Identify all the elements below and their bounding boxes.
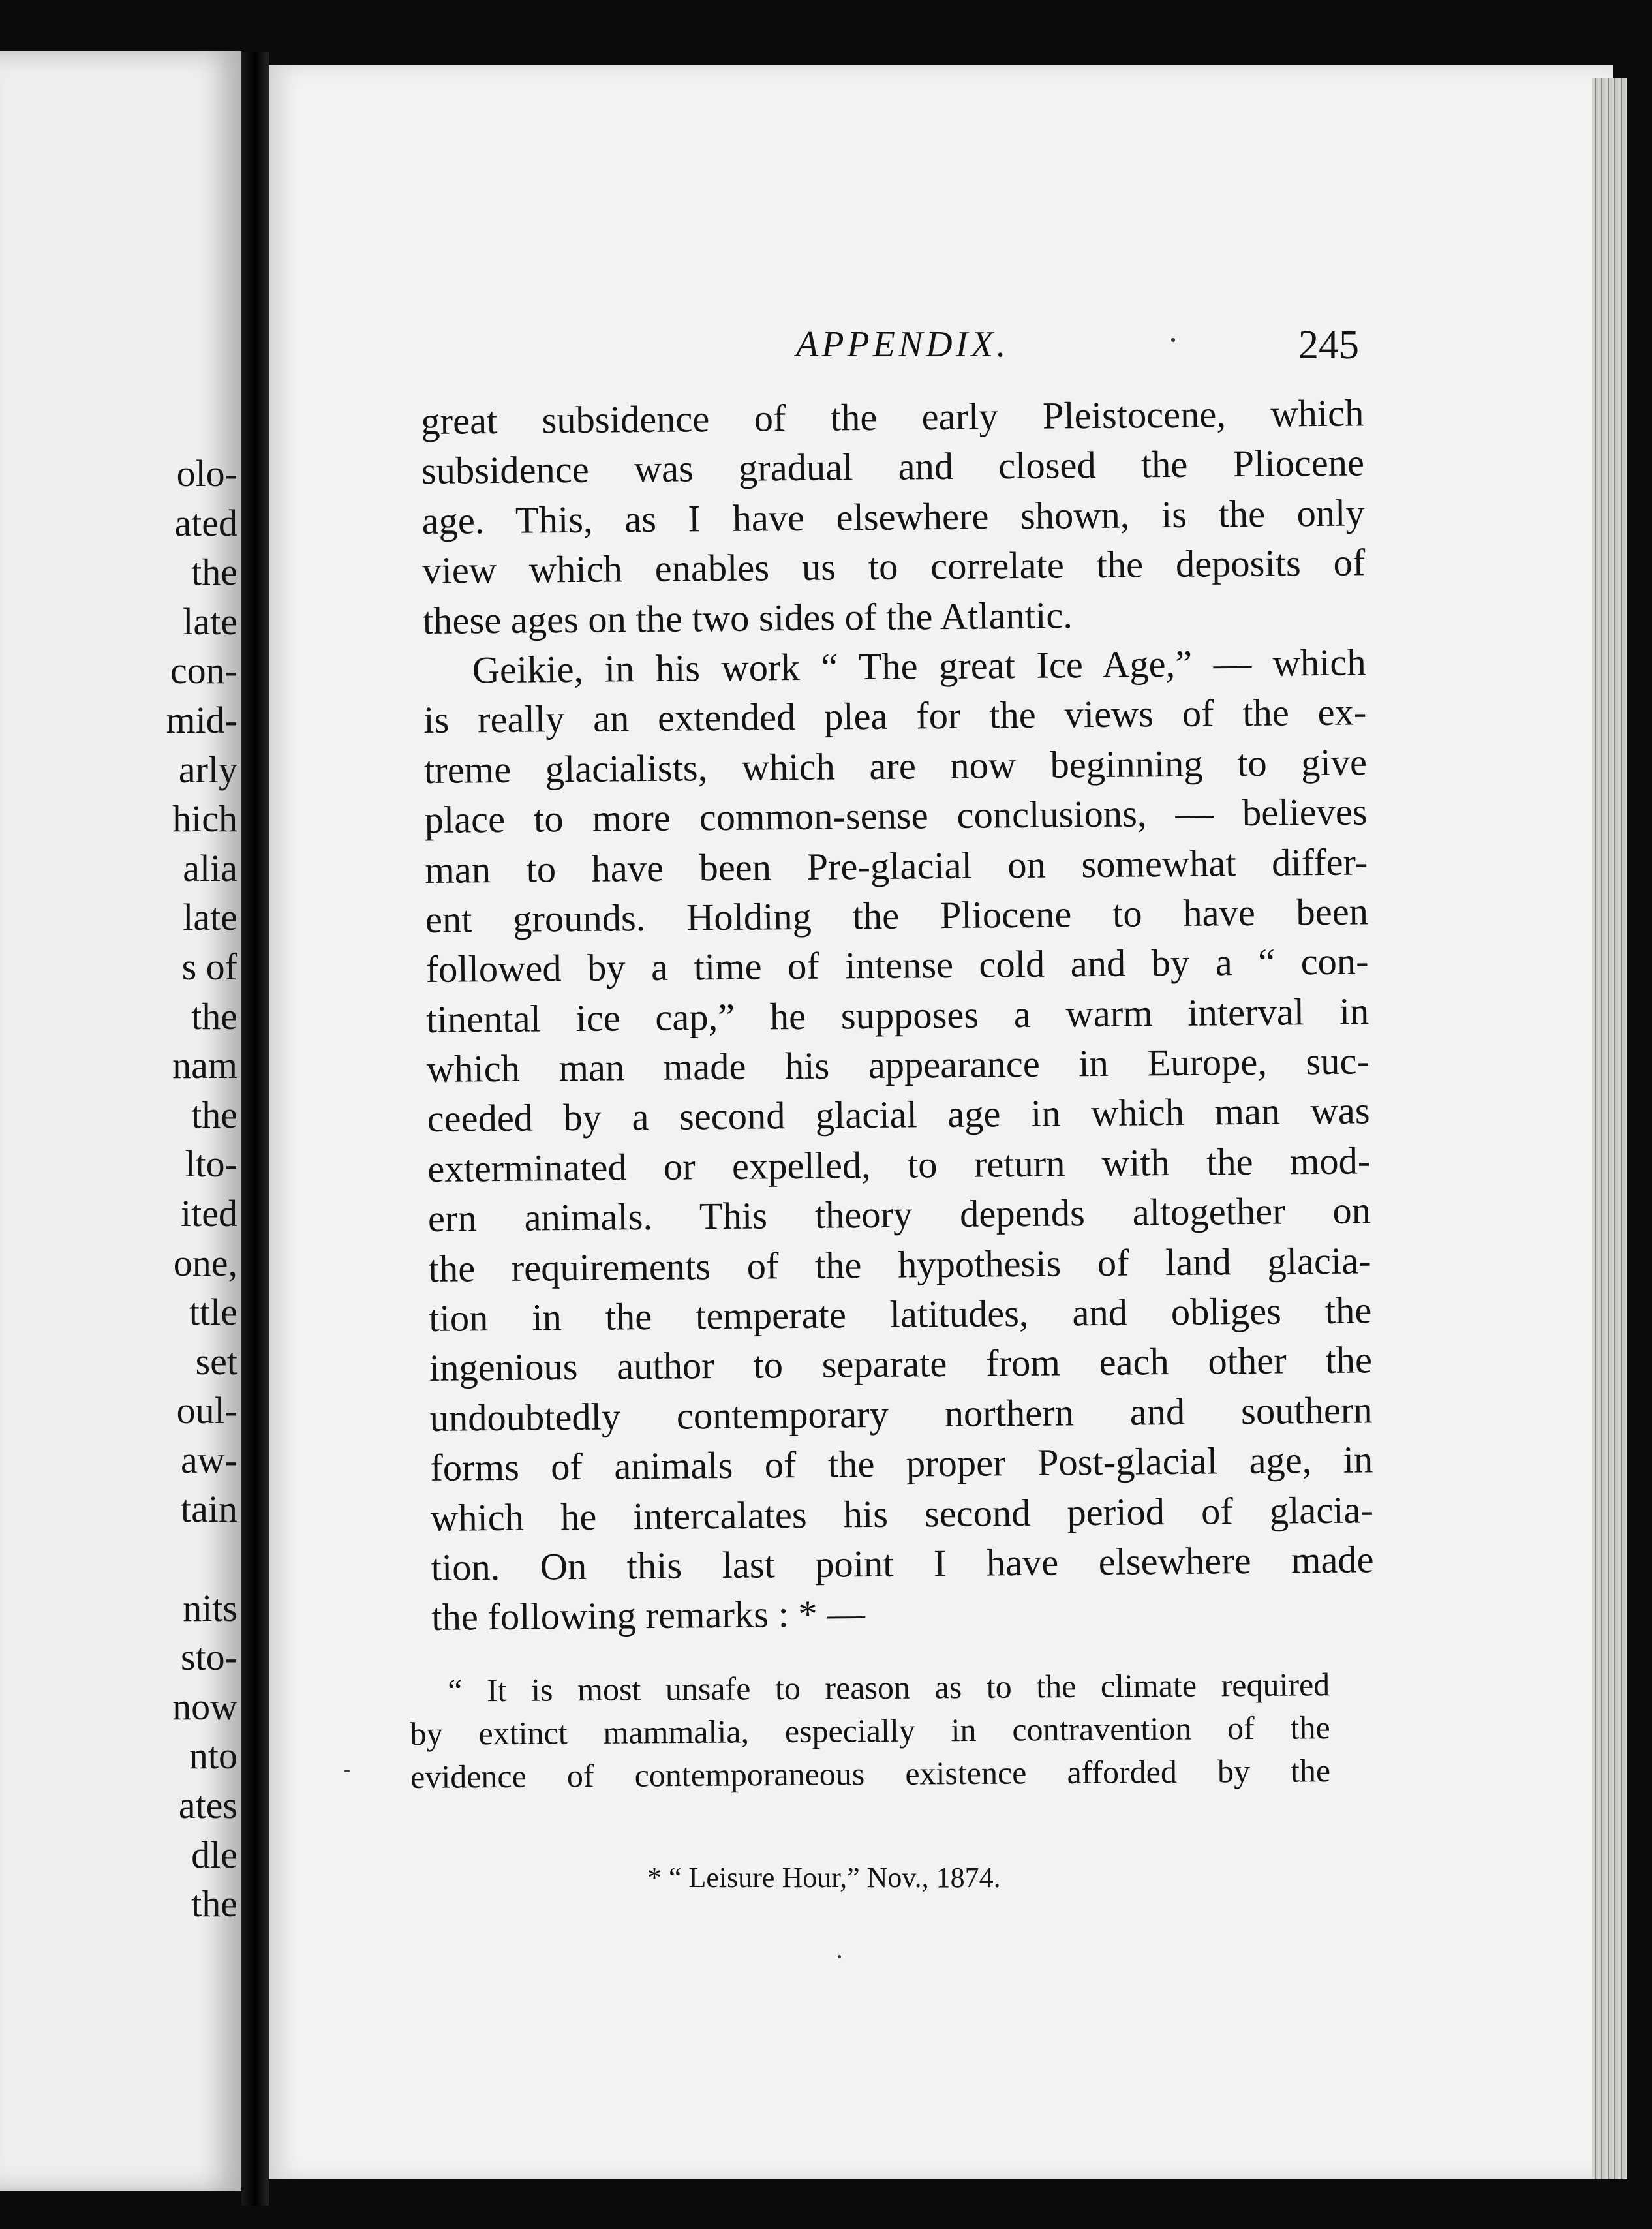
book-gutter <box>241 52 269 2206</box>
left-line: s of <box>181 945 237 988</box>
body-line: is really an extended plea for the views of the ex- <box>423 690 1367 742</box>
body-line: ingenious author to separate from each other the <box>429 1338 1373 1390</box>
left-line: hich <box>172 797 237 840</box>
body-line: which man made his appearance in Europe, suc- <box>426 1039 1370 1091</box>
body-line: tinental ice cap,” he supposes a warm interval in <box>426 990 1369 1041</box>
footnote: * “ Leisure Hour,” Nov., 1874. <box>647 1862 1001 1894</box>
left-line: ates <box>178 1784 237 1827</box>
scan-background <box>1627 0 1652 2229</box>
page-edges <box>1592 78 1627 2179</box>
body-line: these ages on the two sides of the Atlantic. <box>422 593 1073 642</box>
left-line: one, <box>173 1241 237 1284</box>
left-line: olo- <box>176 452 237 495</box>
body-line: great subsidence of the early Pleistocene, which <box>421 392 1364 442</box>
left-line: the <box>191 551 237 594</box>
body-line: the requirements of the hypothesis of land glacia- <box>428 1238 1371 1290</box>
body-line: tion in the temperate latitudes, and obliges the <box>429 1289 1372 1340</box>
scan-speck <box>344 1770 350 1772</box>
body-line: forms of animals of the proper Post-glacial age, in <box>430 1438 1373 1490</box>
left-line: the <box>191 1093 237 1136</box>
left-line: ited <box>181 1191 237 1235</box>
left-line: sto- <box>181 1636 237 1679</box>
left-line: dle <box>191 1833 237 1876</box>
scan-speck <box>838 1955 841 1958</box>
body-line: place to more common-sense conclusions, — believes <box>424 790 1368 842</box>
left-line: now <box>172 1685 237 1728</box>
left-line: ttle <box>189 1291 237 1334</box>
body-line: exterminated or expelled, to return with the mod- <box>427 1139 1371 1190</box>
body-line: ent grounds. Holding the Pliocene to have been <box>425 890 1369 941</box>
left-page-text <box>166 449 237 1929</box>
left-line: nto <box>189 1734 237 1777</box>
body-line: ern animals. This theory depends altogether on <box>427 1189 1371 1240</box>
body-line: the following remarks : * — <box>431 1592 866 1639</box>
left-line: ated <box>174 501 237 544</box>
left-line: arly <box>178 748 237 791</box>
body-line: man to have been Pre-glacial on somewhat differ- <box>425 840 1368 891</box>
block-quote <box>410 1663 1330 1798</box>
quote-line: by extinct mammalia, especially in contravention of the <box>410 1709 1330 1752</box>
page-number: 245 <box>1298 323 1359 367</box>
left-line: late <box>183 600 237 643</box>
body-text <box>421 388 1375 1642</box>
left-line: the <box>191 994 237 1038</box>
left-line: nam <box>172 1044 237 1087</box>
left-line: aw- <box>181 1438 237 1481</box>
left-line: mid- <box>166 698 237 741</box>
body-line: which he intercalates his second period of glacia- <box>430 1488 1374 1539</box>
running-head: APPENDIX. <box>796 324 1009 365</box>
left-line-gap <box>166 1534 237 1584</box>
left-line: the <box>191 1883 237 1926</box>
body-line: followed by a time of intense cold and by a “ con- <box>425 940 1369 991</box>
left-line: oul- <box>176 1389 237 1432</box>
scan-speck <box>1171 338 1175 342</box>
body-line: treme glacialists, which are now beginning to give <box>423 741 1368 792</box>
body-line: age. This, as I have elsewhere shown, is the only <box>421 491 1365 542</box>
left-line: late <box>183 896 237 939</box>
left-facing-page <box>0 51 241 2191</box>
body-line: undoubtedly contemporary northern and southern <box>429 1389 1373 1439</box>
left-line: con- <box>170 649 237 692</box>
left-line: set <box>195 1340 237 1383</box>
quote-line: “ It is most unsafe to reason as to the climate required <box>448 1666 1330 1709</box>
body-line: view which enables us to correlate the deposits of <box>422 541 1366 592</box>
left-line: tain <box>181 1488 237 1531</box>
body-line: subsidence was gradual and closed the Pliocene <box>421 441 1365 493</box>
left-line: alia <box>183 846 237 889</box>
body-line: tion. On this last point I have elsewhere made <box>431 1538 1374 1589</box>
body-line: Geikie, in his work “ The great Ice Age,” — which <box>472 641 1366 692</box>
quote-line: evidence of contemporaneous existence afforded by the <box>410 1752 1331 1795</box>
body-line: ceeded by a second glacial age in which man was <box>427 1089 1370 1141</box>
left-line: nits <box>183 1586 237 1629</box>
left-line: lto- <box>185 1143 237 1186</box>
